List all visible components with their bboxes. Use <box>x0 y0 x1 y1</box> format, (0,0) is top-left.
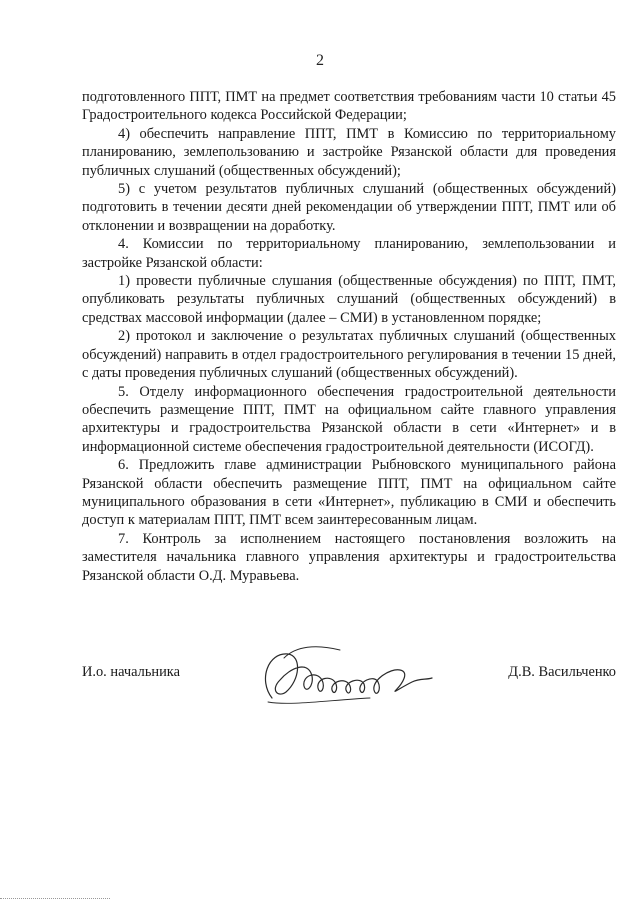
document-body <box>82 88 616 585</box>
signatory-position: И.о. начальника <box>82 664 180 680</box>
paragraph: 4) обеспечить направление ППТ, ПМТ в Комиссию по территориальному планированию, землепользованию и застройке Рязанской области для проведения публичных слушаний (общественных обсуждений); <box>82 125 616 179</box>
paragraph: 7. Контроль за исполнением настоящего постановления возложить на заместителя начальника главного управления архитектуры и градостроительства Рязанской области О.Д. Муравьева. <box>82 530 616 584</box>
paragraph: 5) с учетом результатов публичных слушаний (общественных обсуждений) подготовить в течении десяти дней рекомендации об утверждении ППТ, ПМТ или об отклонении и возвращении на доработку. <box>82 181 616 234</box>
paragraph: 4. Комиссии по территориальному планированию, землепользовании и застройке Рязанской области: <box>82 236 616 271</box>
paragraph: подготовленного ППТ, ПМТ на предмет соответствия требованиям части 10 статьи 45 Градостроительного кодекса Российской Федерации; <box>82 89 616 124</box>
page-number: 2 <box>316 52 324 69</box>
paragraph: 1) провести публичные слушания (общественные обсуждения) по ППТ, ПМТ, опубликовать результаты публичных слушаний (общественных обсуждений) в средствах массовой информации (далее – СМИ) в установленном порядке; <box>82 273 616 326</box>
paragraph: 2) протокол и заключение о результатах публичных слушаний (общественных обсуждений) направить в отдел градостроительного регулирования в течении 15 дней, с даты проведения публичных слушаний (общественных обсуждений). <box>82 328 616 382</box>
footer-rule <box>0 898 110 899</box>
paragraph: 6. Предложить главе администрации Рыбновского муниципального района Рязанской области обеспечить размещение ППТ, ПМТ на официальном сайте муниципального образования в сети «Интернет», публикацию в СМИ и обеспечить доступ к материалам ППТ, ПМТ всем заинтересованным лицам. <box>82 457 616 529</box>
paragraph: 5. Отделу информационного обеспечения градостроительной деятельности обеспечить размещение ППТ, ПМТ на официальном сайте главного управления архитектуры и градостроительства Рязанской области в сети «Интернет» и в информационной системе обеспечения градостроительной деятельности (ИСОГД). <box>82 383 616 455</box>
handwritten-signature <box>250 640 440 710</box>
signatory-name: Д.В. Васильченко <box>508 664 616 680</box>
